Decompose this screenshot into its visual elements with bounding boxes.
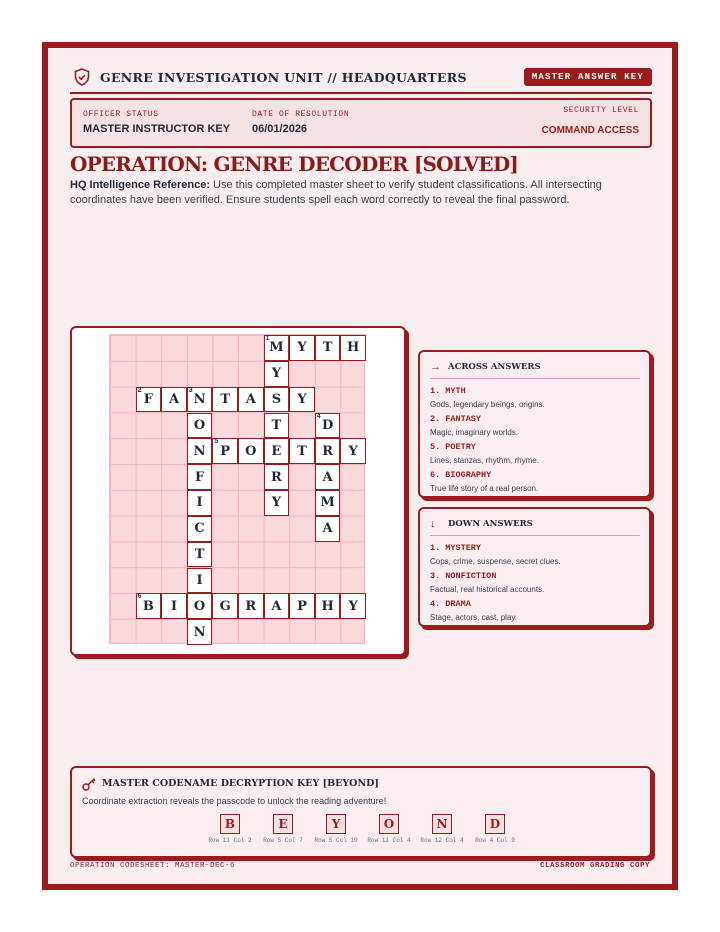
down-answers-panel: [418, 507, 651, 627]
clue-hint: Factual, real historical accounts.: [430, 585, 545, 594]
cell-letter: I: [170, 598, 178, 614]
status-panel: [70, 98, 652, 148]
key-icon: [82, 777, 96, 791]
clue-hint: Lines, stanzas, rhythm, rhyme.: [430, 456, 539, 465]
header: [70, 62, 652, 94]
crossword-cell: [315, 335, 341, 361]
clue-hint: Magic, imaginary worlds.: [430, 428, 519, 437]
security-level-label: SECURITY LEVEL: [563, 106, 639, 115]
security-level-value: COMMAND ACCESS: [541, 125, 639, 136]
cell-letter: N: [193, 624, 206, 640]
cell-letter: B: [142, 598, 154, 614]
clue-hint: Cops, crime, suspense, secret clues.: [430, 557, 561, 566]
down-title: DOWN ANSWERS: [448, 519, 533, 529]
crossword-cell: [187, 387, 213, 413]
decryption-key-panel: [70, 766, 652, 858]
cell-letter: E: [271, 443, 282, 459]
passcode-letter: [359, 814, 419, 844]
cell-letter: I: [196, 572, 203, 588]
crossword-cell: [212, 387, 238, 413]
cell-letter: O: [193, 417, 206, 433]
cell-letter: F: [194, 469, 205, 485]
crossword-cell: [289, 438, 315, 464]
crossword-cell: [161, 593, 187, 619]
cell-letter: S: [271, 392, 282, 408]
clue-number: 5: [214, 438, 219, 446]
crossword-cell: [136, 593, 162, 619]
cell-letter: Y: [271, 495, 282, 511]
passcode-coordinate: Row 11 Col 2: [208, 837, 252, 844]
passcode-letter-box: D: [485, 814, 505, 834]
crossword-cell: [187, 619, 213, 645]
clue-item: [430, 571, 544, 594]
crossword-cell: [187, 516, 213, 542]
crossword-cell: [264, 438, 290, 464]
arrow-down-icon: ↓: [430, 518, 436, 530]
passcode-letter: [253, 814, 313, 844]
cell-letter: T: [297, 443, 307, 459]
crossword-panel: [70, 326, 406, 656]
clue-number: 6: [137, 593, 142, 601]
cell-letter: A: [245, 392, 256, 408]
crossword-cell: [187, 490, 213, 516]
clue-item: [430, 414, 518, 437]
crossword-cell: [289, 593, 315, 619]
crossword-cell: [238, 593, 264, 619]
crossword-cell: [187, 593, 213, 619]
crossword-cell: [187, 438, 213, 464]
clue-word: 3. NONFICTION: [430, 571, 497, 581]
down-header: [430, 518, 640, 536]
crossword-cell: [264, 464, 290, 490]
across-answers-panel: [418, 350, 651, 498]
intro-text: Use this completed master sheet to verify student classifications. All intersecting coordinates have been verified. Ensure students spell each word correctly to reveal the final password.: [70, 179, 602, 206]
crossword-cell: [264, 593, 290, 619]
cell-letter: N: [193, 443, 206, 459]
crossword-cell: [187, 568, 213, 594]
cell-letter: F: [143, 392, 153, 408]
crossword-cell: [264, 361, 290, 387]
clue-word: 1. MYTH: [430, 386, 466, 396]
crossword-cell: [264, 490, 290, 516]
passcode-coordinate: Row 4 Col 9: [475, 837, 515, 844]
cell-letter: I: [196, 495, 203, 511]
cell-letter: N: [193, 392, 206, 408]
cell-letter: T: [322, 340, 333, 356]
cell-letter: T: [271, 417, 282, 433]
passcode-letter-box: B: [220, 814, 240, 834]
cell-letter: A: [322, 521, 333, 537]
cell-letter: R: [245, 598, 257, 614]
passcode-letter: [465, 814, 525, 844]
passcode-letter-box: E: [273, 814, 293, 834]
officer-status-value: MASTER INSTRUCTOR KEY: [83, 123, 231, 135]
header-title: GENRE INVESTIGATION UNIT // HEADQUARTERS: [100, 70, 467, 85]
crossword-cell: [289, 335, 315, 361]
crossword-cell: [264, 387, 290, 413]
cell-letter: T: [220, 392, 231, 408]
officer-status-label: OFFICER STATUS: [83, 110, 159, 119]
crossword-cell: [315, 516, 341, 542]
clue-word: 2. FANTASY: [430, 414, 482, 424]
across-title: ACROSS ANSWERS: [448, 362, 541, 372]
crossword-cell: [187, 413, 213, 439]
clue-item: [430, 442, 539, 465]
crossword-cell: [264, 413, 290, 439]
clue-item: [430, 543, 561, 566]
clue-item: [430, 386, 545, 409]
cell-letter: R: [270, 469, 282, 485]
passcode-coordinate: Row 5 Col 10: [314, 837, 358, 844]
cell-letter: H: [347, 340, 360, 356]
passcode-coordinate: Row 12 Col 4: [420, 837, 464, 844]
clue-word: 6. BIOGRAPHY: [430, 470, 492, 480]
date-value: 06/01/2026: [252, 123, 308, 135]
crossword-cell: [187, 542, 213, 568]
decryption-subtitle: Coordinate extraction reveals the passcode to unlock the reading adventure!: [82, 796, 387, 806]
clue-item: [430, 599, 517, 622]
cell-letter: A: [322, 469, 333, 485]
crossword-cell: [238, 438, 264, 464]
passcode-letter: [412, 814, 472, 844]
clue-hint: Stage, actors, cast, play.: [430, 613, 518, 622]
answer-sheet: [42, 42, 678, 890]
clue-word: 4. DRAMA: [430, 599, 471, 609]
cell-letter: M: [320, 495, 335, 511]
cell-letter: M: [269, 340, 284, 356]
crossword-cell: [264, 335, 290, 361]
footer-codesheet: OPERATION CODESHEET: MASTER-DEC-6: [70, 862, 236, 870]
shield-icon: [74, 68, 90, 86]
crossword-cell: [238, 387, 264, 413]
passcode-letter-box: Y: [326, 814, 346, 834]
clue-hint: Gods, legendary beings, origins.: [430, 400, 545, 409]
crossword-cell: [289, 387, 315, 413]
passcode-coordinate: Row 11 Col 4: [367, 837, 411, 844]
crossword-cell: [340, 438, 366, 464]
decryption-title: MASTER CODENAME DECRYPTION KEY [BEYOND]: [102, 778, 379, 789]
master-key-badge: MASTER ANSWER KEY: [524, 68, 652, 86]
crossword-cell: [315, 438, 341, 464]
crossword-cell: [315, 490, 341, 516]
cell-letter: A: [168, 392, 180, 408]
crossword-cell: [212, 593, 238, 619]
crossword-cell: [315, 464, 341, 490]
passcode-coordinate: Row 5 Col 7: [263, 837, 303, 844]
cell-letter: O: [193, 598, 206, 614]
crossword-cell: [136, 387, 162, 413]
clue-word: 1. MYSTERY: [430, 543, 482, 553]
page-title: OPERATION: GENRE DECODER [SOLVED]: [70, 152, 519, 176]
passcode-letter: [306, 814, 366, 844]
cell-letter: G: [219, 598, 231, 614]
clue-number: 4: [316, 412, 321, 420]
crossword-cell: [187, 464, 213, 490]
footer-copy-label: CLASSROOM GRADING COPY: [539, 862, 650, 870]
clue-number: 2: [137, 386, 142, 394]
crossword-cell: [212, 438, 238, 464]
cell-letter: P: [220, 443, 231, 459]
cell-letter: Y: [348, 598, 358, 614]
cell-letter: Y: [297, 392, 307, 408]
clue-number: 1: [265, 335, 270, 342]
cell-letter: A: [271, 598, 282, 614]
cell-letter: R: [322, 443, 333, 459]
clue-hint: True life story of a real person.: [430, 484, 539, 493]
cell-letter: Y: [271, 366, 282, 382]
cell-letter: Y: [297, 340, 307, 356]
crossword-cell: [340, 335, 366, 361]
crossword-cell: [340, 593, 366, 619]
passcode-letter: [200, 814, 260, 844]
passcode-letter-box: O: [379, 814, 399, 834]
cell-letter: H: [321, 598, 334, 614]
clue-word: 5. POETRY: [430, 442, 476, 452]
crossword-cell: [315, 593, 341, 619]
crossword-cell: [315, 413, 341, 439]
intro-paragraph: [70, 178, 640, 208]
cell-letter: O: [245, 443, 257, 459]
cell-letter: C: [194, 521, 205, 537]
clue-item: [430, 470, 538, 493]
date-label: DATE OF RESOLUTION: [252, 110, 350, 119]
clue-number: 3: [188, 386, 193, 394]
cell-letter: D: [321, 417, 334, 433]
cell-letter: P: [297, 598, 307, 614]
crossword-grid: [109, 334, 365, 644]
crossword-cell: [161, 387, 187, 413]
arrow-right-icon: →: [430, 361, 441, 373]
across-header: [430, 361, 640, 379]
passcode-letter-box: N: [432, 814, 452, 834]
cell-letter: Y: [348, 443, 358, 459]
intro-lead: HQ Intelligence Reference:: [70, 179, 210, 191]
cell-letter: T: [194, 547, 205, 563]
